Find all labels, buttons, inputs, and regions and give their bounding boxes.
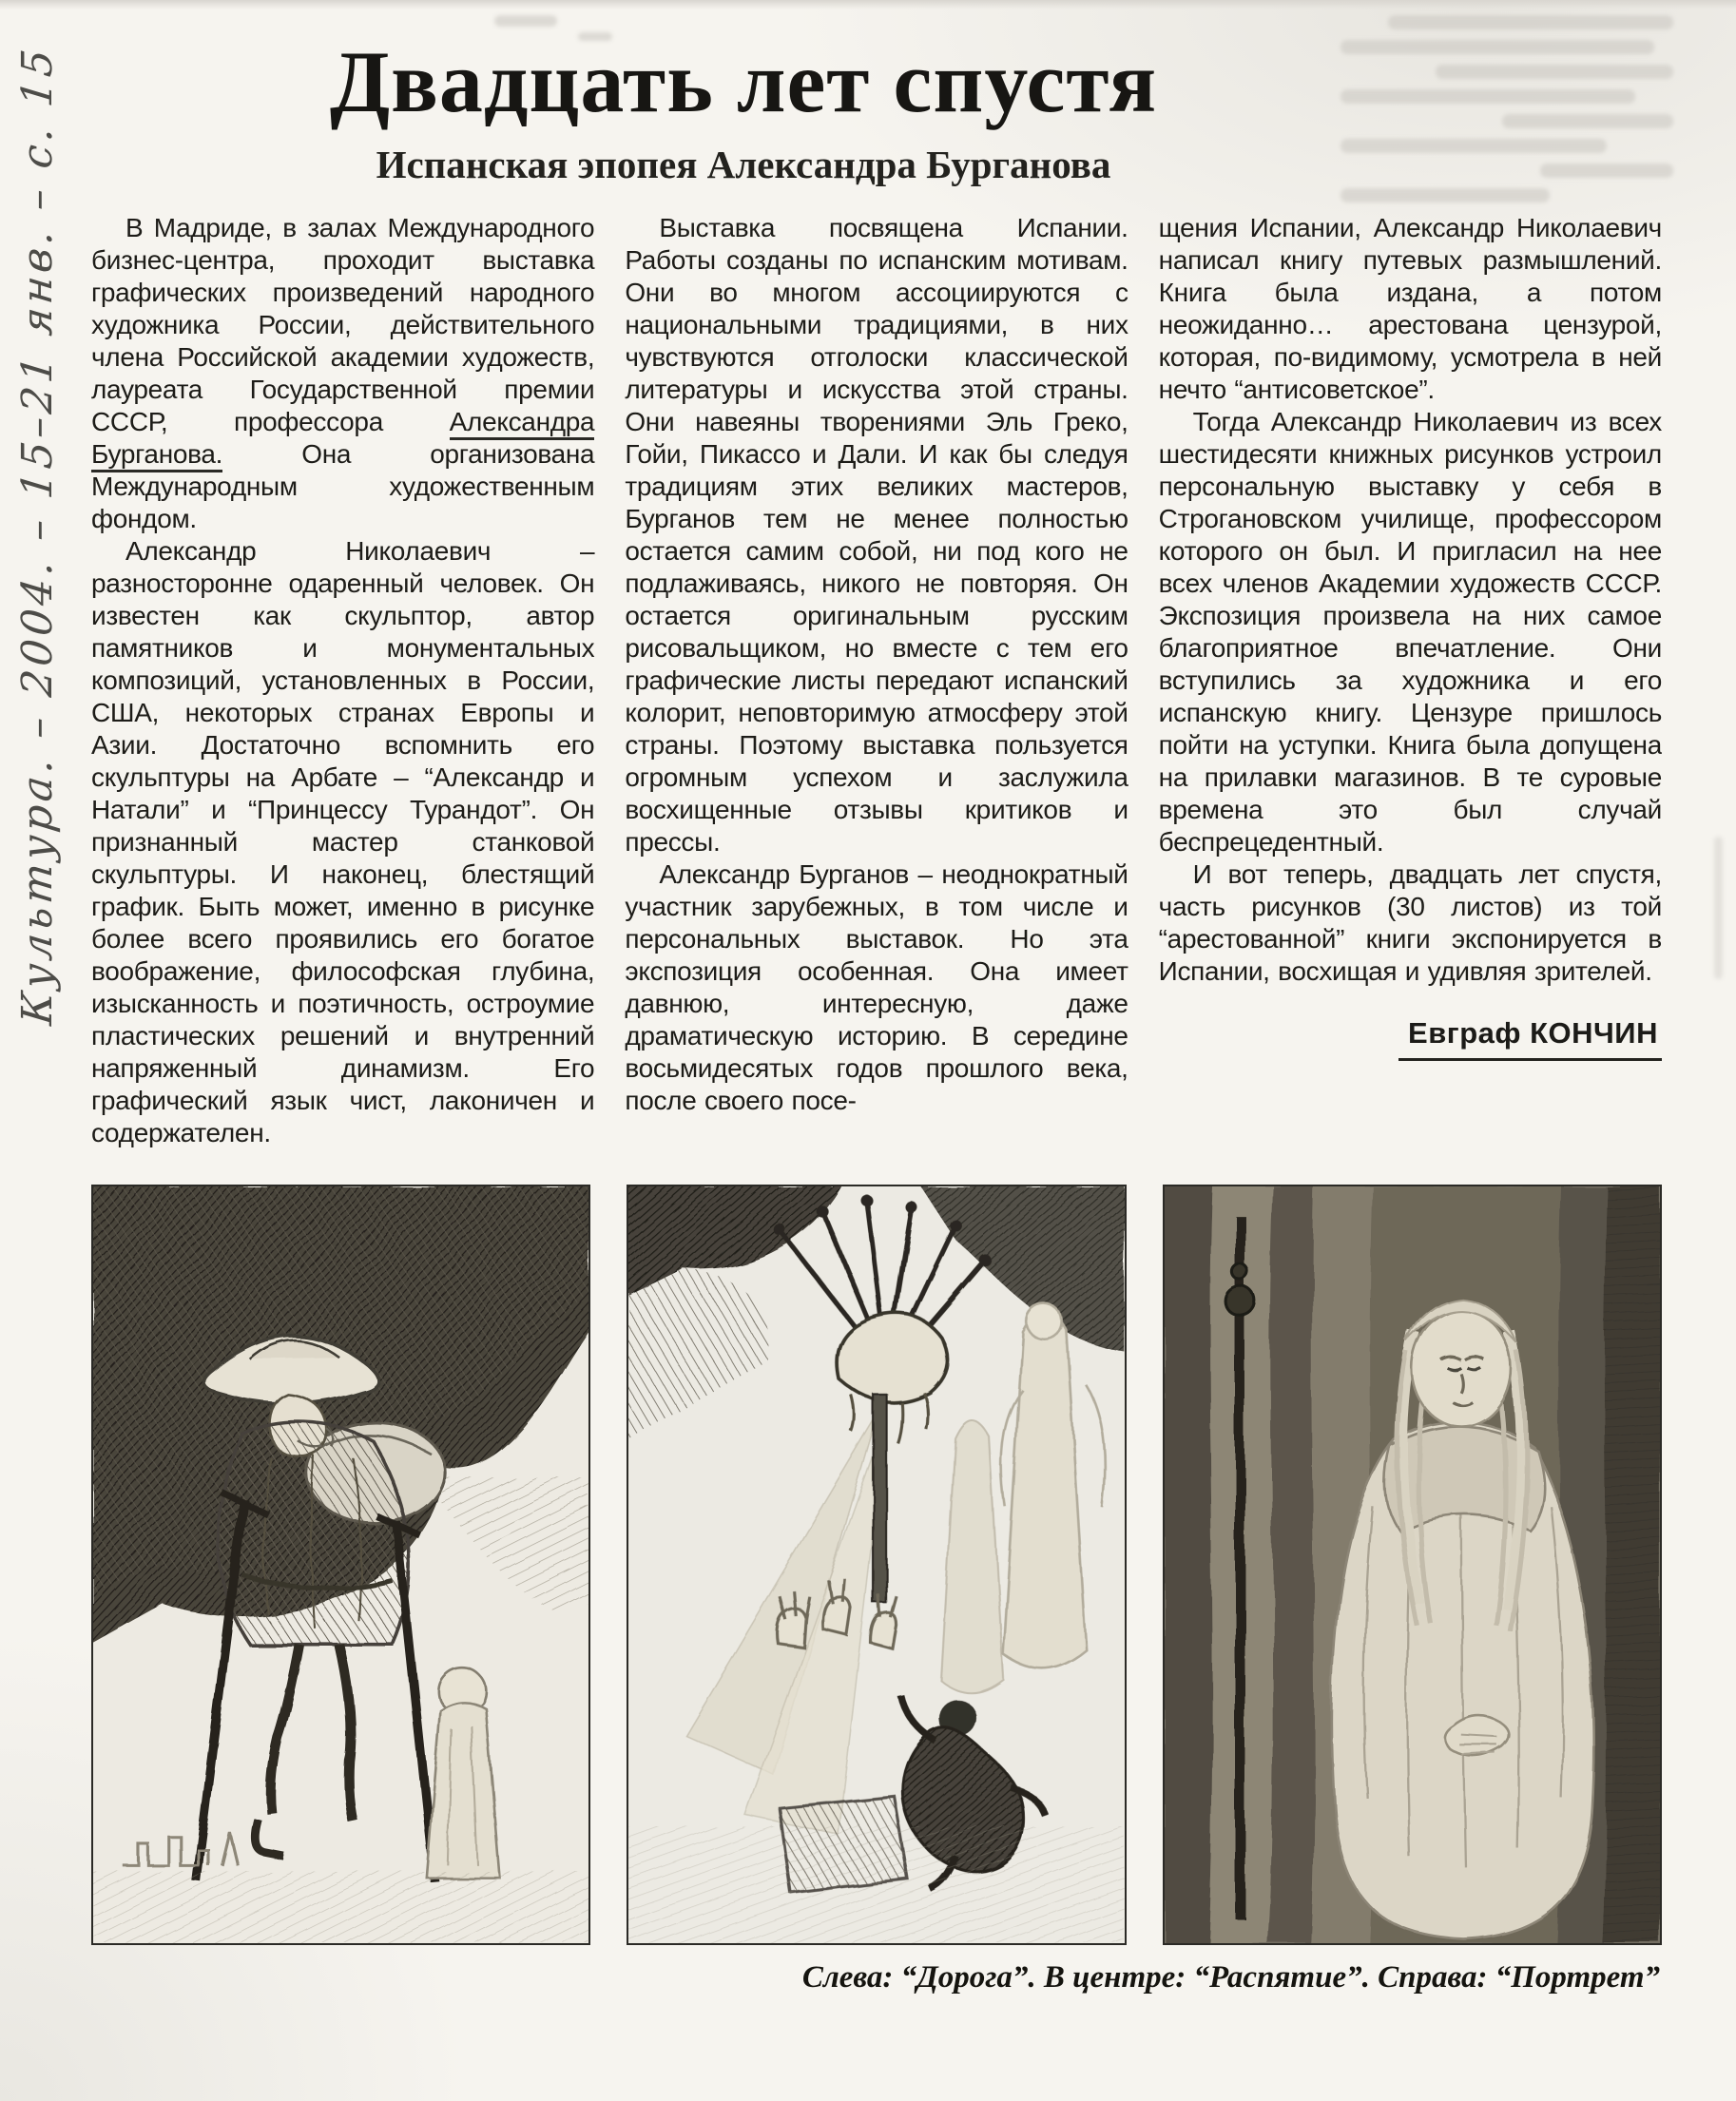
- paragraph: Тогда Александр Николаевич из всех шестидесяти книжных рисунков устроил персональную выставку у себя в Строгановском училище, профессором которого он был. И пригласил на нее всех членов Академии художеств СССР. Экспозиция произвела на них самое благоприятное впечатление. Они вступились за художника и его испанскую книгу. Цензуре пришлось пойти на уступки. Книга была допущена на прилавки магазинов. В те суровые времена это был случай беспрецедентный.: [1158, 406, 1662, 857]
- figures-row: [91, 1185, 1662, 1945]
- figures-caption: Слева: “Дорога”. В центре: “Распятие”. Справа: “Портрет”: [801, 1959, 1660, 1995]
- author-byline: [1159, 1016, 1662, 1061]
- article-columns: [91, 212, 1662, 1158]
- paragraph-text: В Мадриде, в залах Международного бизнес-центра, проходит выставка графических произведений народного художника России, действительного члена Российской академии художеств, лауреата Государственной премии СССР, профессора: [91, 212, 595, 436]
- column-2: [625, 212, 1128, 1158]
- figure-portrait: [1163, 1185, 1662, 1945]
- edge-smudge: [1714, 837, 1723, 979]
- article-title: Двадцать лет спустя: [329, 33, 1158, 130]
- paragraph: Выставка посвящена Испании. Работы созданы по испанским мотивам. Они во многом ассоциируются с национальными традициями, в них чувствуются отголоски классической литературы и искусства этой страны. Они навеяны творениями Эль Греко, Гойи, Пикассо и Дали. И как бы следуя традициям этих великих мастеров, Бурганов тем не менее полностью остается самим собой, ни под кого не подлаживаясь, никого не повторяя. Он остается оригинальным русским рисовальщиком, но вместе с тем его графические листы передают испанский колорит, неповторимую атмосферу этой страны. Поэтому выставка пользуется огромным успехом и заслужила восхищенные отзывы критиков и прессы.: [625, 212, 1128, 857]
- article-content: [91, 33, 1662, 1995]
- underlined-name: Александра Бурганова.: [91, 407, 594, 472]
- paragraph: И вот теперь, двадцать лет спустя, часть рисунков (30 листов) из той “арестованной” книги экспонируется в Испании, восхищая и удивляя зрителей.: [1158, 858, 1662, 986]
- paragraph: [91, 212, 594, 535]
- paragraph-text: Она организована Международным художественным фондом.: [91, 438, 595, 533]
- road-illustration: [93, 1186, 588, 1943]
- column-3: [1159, 212, 1662, 1158]
- paragraph: щения Испании, Александр Николаевич написал книгу путевых размышлений. Книга была издана, а потом неожиданно… арестована цензурой, которая, по-видимому, усмотрела в ней нечто “антисоветское”.: [1158, 212, 1662, 404]
- figure-crucifixion: [627, 1185, 1126, 1945]
- figure-road: [91, 1185, 590, 1945]
- handwritten-citation: Культура. – 2004. – 15–21 янв. – с. 15: [13, 43, 62, 1028]
- bleed-line: [1388, 15, 1673, 29]
- paragraph: Александр Николаевич – разносторонне одаренный человек. Он известен как скульптор, автор памятников и монументальных композиций, установленных в России, США, некоторых странах Европы и Азии. Достаточно вспомнить его скульптуры на Арбате – “Александр и Натали” и “Принцессу Турандот”. Он признанный мастер станковой скульптуры. И наконец, блестящий график. Быть может, именно в рисунке более всего проявились его богатое воображение, философская глубина, изысканность и поэтичность, остроумие пластических решений и внутренний напряженный динамизм. Его графический язык чист, лаконичен и содержателен.: [91, 535, 595, 1147]
- ink-smudge: [494, 15, 557, 27]
- article-subtitle: Испанская эпопея Александра Бурганова: [376, 142, 1111, 186]
- author-name: Евграф КОНЧИН: [1398, 1016, 1662, 1061]
- crucifixion-illustration: [628, 1186, 1124, 1943]
- column-1: [91, 212, 594, 1158]
- paragraph: Александр Бурганов – неоднократный участник зарубежных, в том числе и персональных выставок. Но эта экспозиция особенная. Она имеет давнюю, интересную, даже драматическую историю. В середине восьмидесятых годов прошлого века, после своего посе-: [625, 858, 1128, 1115]
- portrait-illustration: [1165, 1186, 1660, 1943]
